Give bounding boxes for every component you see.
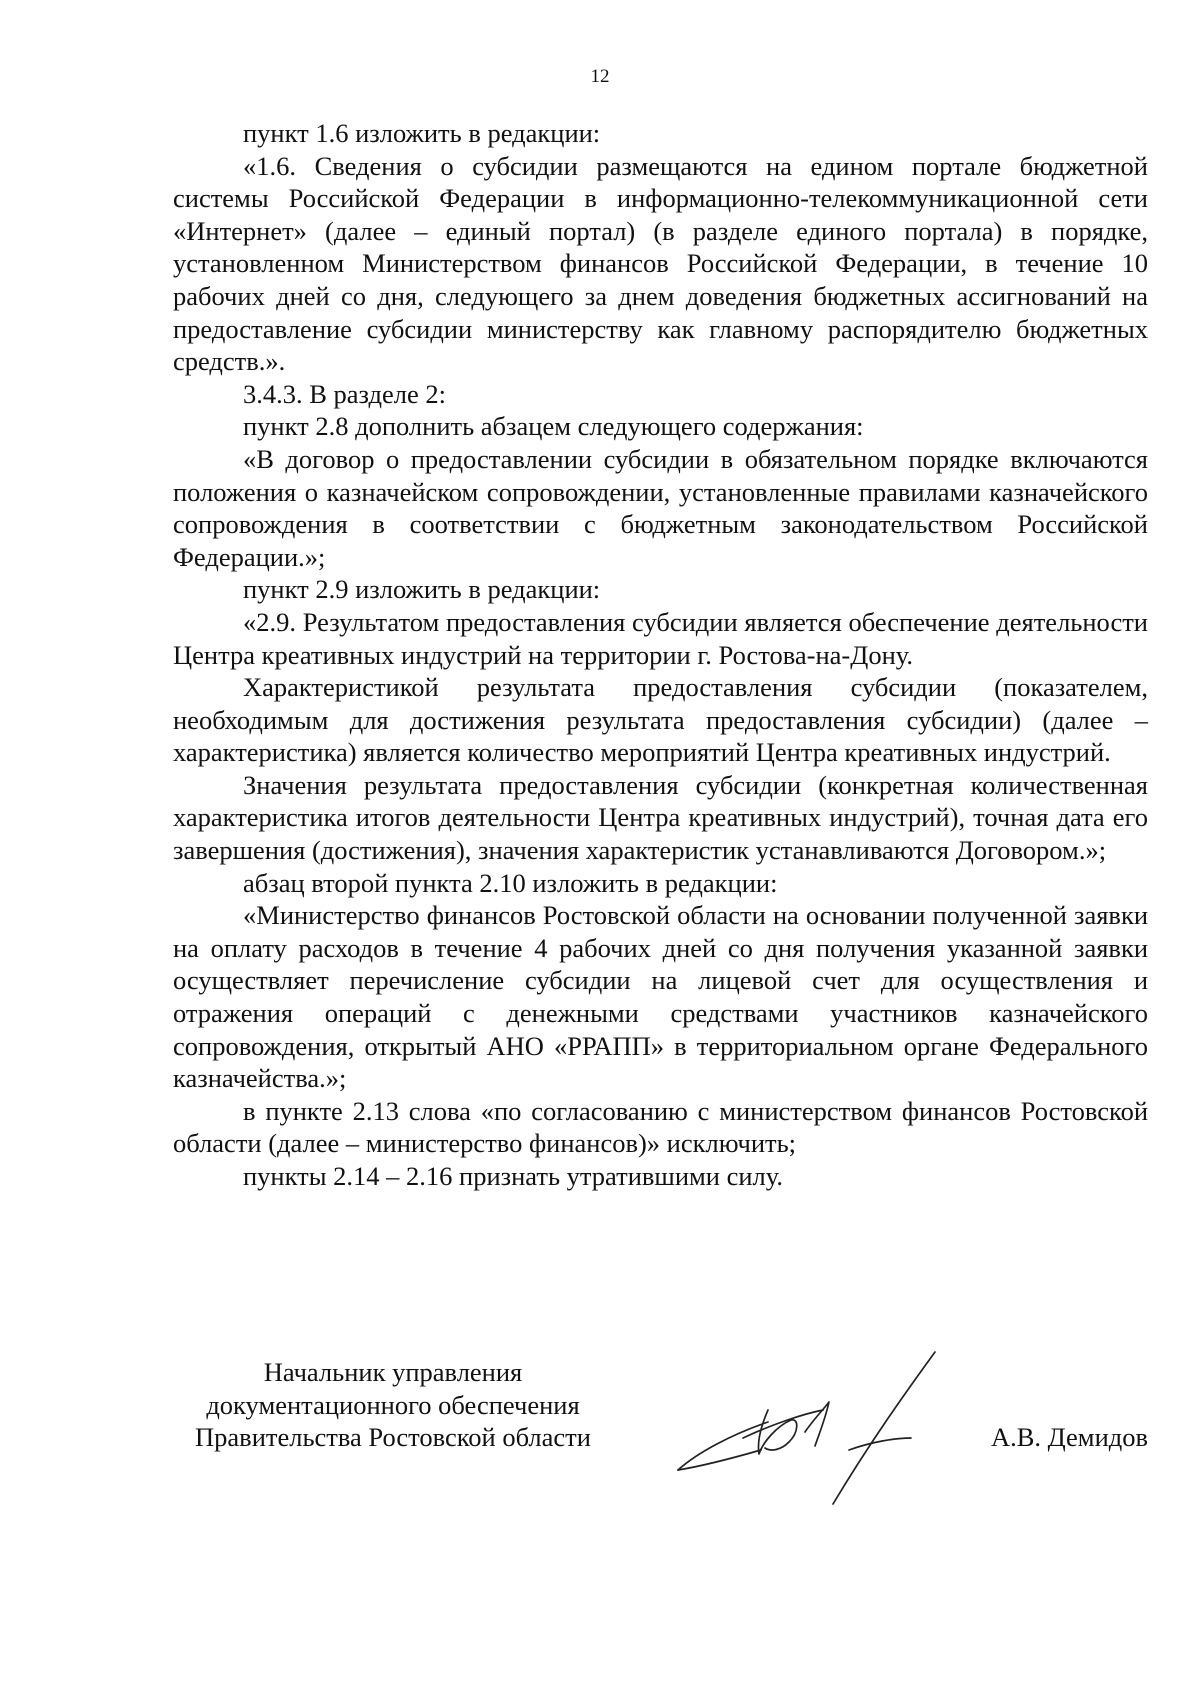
document-body — [173, 117, 1148, 1193]
paragraph: Значения результата предоставления субсидии (конкретная количественная характеристика итогов деятельности Центра креативных индустрий), точная дата его завершения (достижения), значения характеристик устанавливаются Договором.»; — [173, 769, 1148, 866]
handwritten-signature-icon — [673, 1342, 943, 1512]
signer-position-line: Правительства Ростовской области — [195, 1422, 591, 1453]
signature-block — [173, 1356, 1148, 1516]
paragraph: «2.9. Результатом предоставления субсидии является обеспечение деятельности Центра креативных индустрий на территории г. Ростова-на-Дону. — [173, 606, 1148, 670]
paragraph: абзац второй пункта 2.10 изложить в редакции: — [243, 867, 778, 898]
paragraph: пункт 2.8 дополнить абзацем следующего содержания: — [243, 411, 864, 442]
paragraph: «Министерство финансов Ростовской области на основании полученной заявки на оплату расходов в течение 4 рабочих дней со дня получения указанной заявки осуществляет перечисление субсидии на лицевой счет для осуществления и отражения операций с денежными средствами участников казначейского сопровождения, открытый АНО «РРАПП» в территориальном органе Федерального казначейства.»; — [173, 900, 1148, 1094]
paragraph: пункт 1.6 изложить в редакции: — [243, 118, 601, 148]
signer-position — [173, 1356, 613, 1454]
paragraph: пункты 2.14 – 2.16 признать утратившими силу. — [243, 1161, 783, 1191]
page-number: 12 — [590, 66, 610, 87]
paragraph: «В договор о предоставлении субсидии в обязательном порядке включаются положения о казначейском сопровождении, установленные правилами казначейского сопровождения в соответствии с бюджетным законодательством Российской Федерации.»; — [173, 443, 1148, 572]
signer-position-line: Начальник управления — [263, 1357, 523, 1387]
signer-position-line: документационного обеспечения — [206, 1389, 580, 1420]
paragraph: пункт 2.9 изложить в редакции: — [243, 574, 601, 605]
paragraph: «1.6. Сведения о субсидии размещаются на едином портале бюджетной системы Российской Федерации в информационно-телекоммуникационной сети «Интернет» (далее – единый портал) (в разделе единого портала) в порядке, установленном Министерством финансов Российской Федерации, в течение 10 рабочих дней со дня, следующего за днем доведения бюджетных ассигнований на предоставление субсидии министерству как главному распорядителю бюджетных средств.». — [173, 150, 1148, 377]
signer-name: А.В. Демидов — [990, 1422, 1148, 1452]
paragraph: Характеристикой результата предоставления субсидии (показателем, необходимым для достижения результата предоставления субсидии) (далее – характеристика) является количество мероприятий Центра креативных индустрий. — [173, 672, 1148, 768]
paragraph: в пункте 2.13 слова «по согласованию с министерством финансов Ростовской области (далее – министерство финансов)» исключить; — [173, 1095, 1148, 1159]
paragraph: 3.4.3. В разделе 2: — [243, 378, 447, 409]
